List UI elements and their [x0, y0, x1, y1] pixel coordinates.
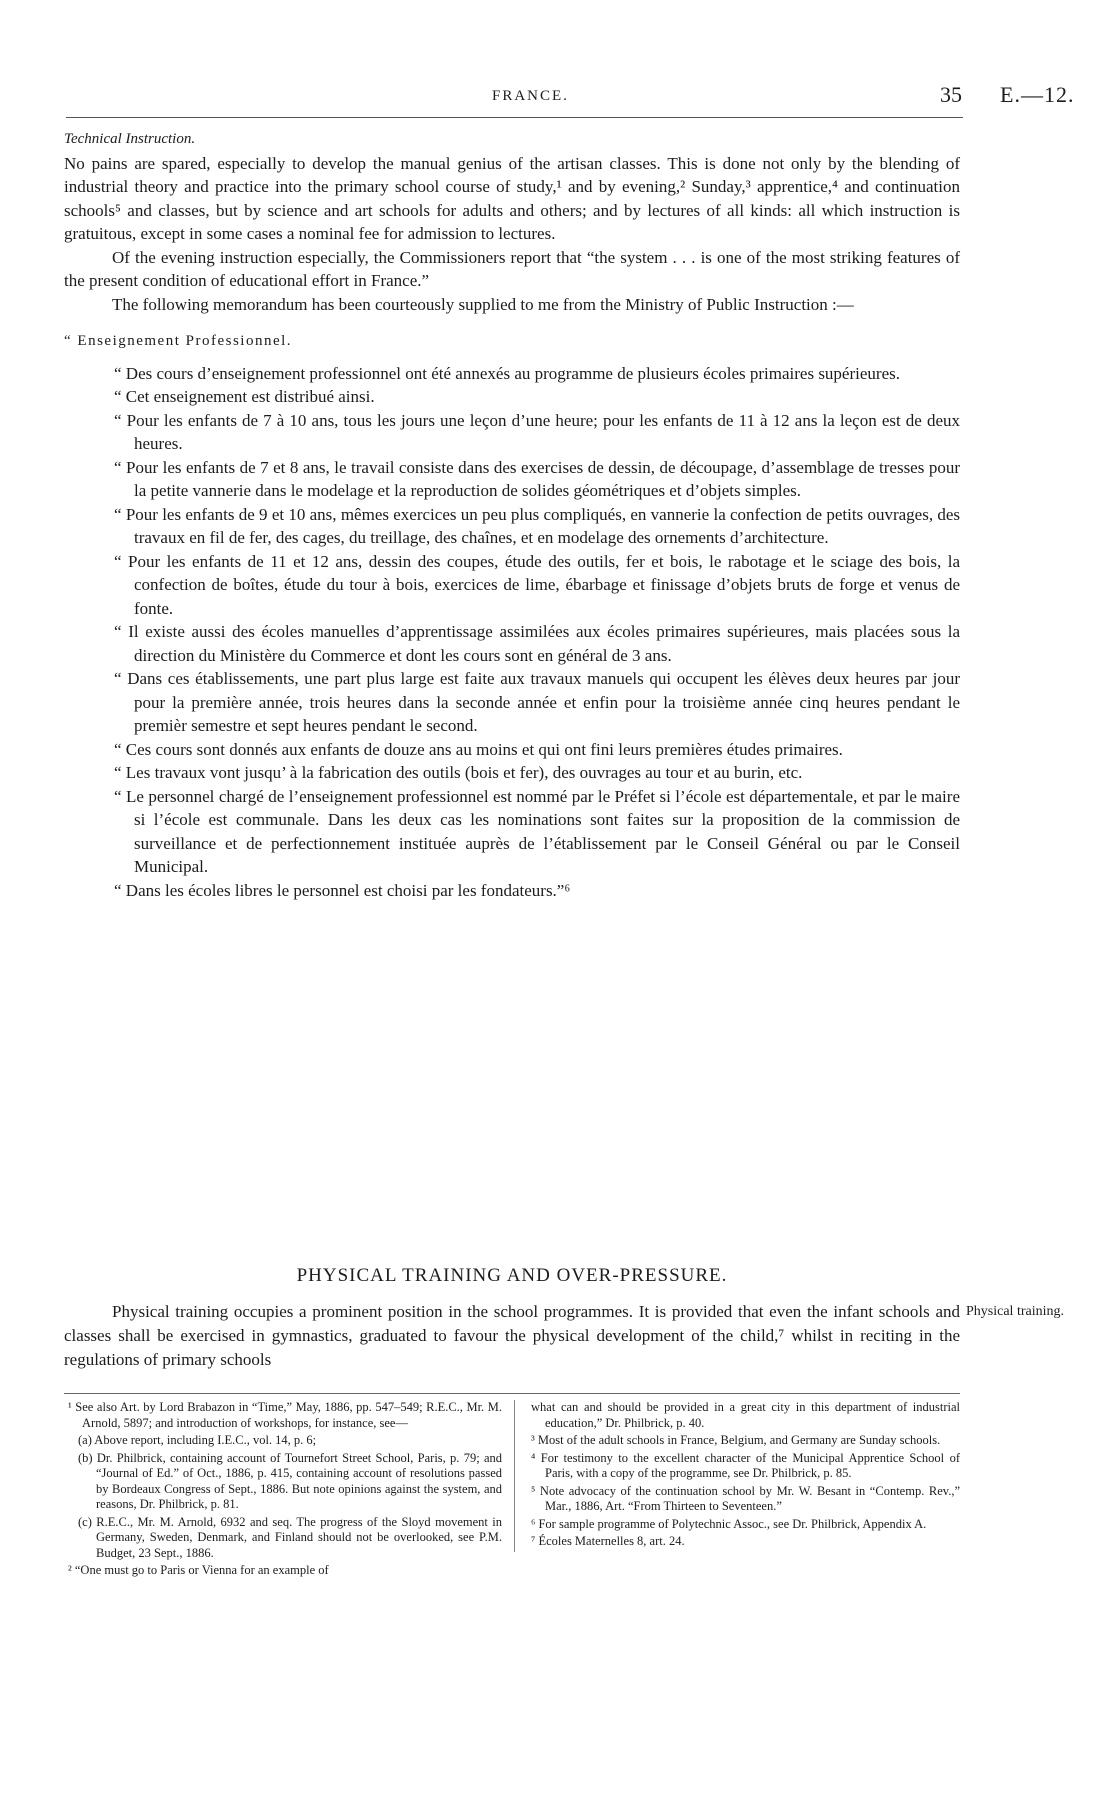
- footnote: ¹ See also Art. by Lord Brabazon in “Time,” May, 1886, pp. 547–549; R.E.C., Mr. M. Arnold, 5897; and introduction of workshops, for instance, see—: [68, 1400, 502, 1430]
- memo-paragraph: “ Pour les enfants de 7 et 8 ans, le travail consiste dans des exercises de dessin, de découpage, d’assemblage de tresses pour la petite vannerie dans le modelage et la reproduction de solides géométriques et d’objets simples.: [114, 457, 960, 500]
- page-header: [62, 82, 1082, 112]
- physical-training-text: [64, 1300, 960, 1372]
- memo-paragraph: “ Des cours d’enseignement professionnel ont été annexés au programme de plusieurs écoles primaires supérieures.: [114, 363, 900, 383]
- memo-title: “ Enseignement Professionnel.: [64, 333, 293, 349]
- margin-note: Physical training.: [966, 1304, 1064, 1319]
- footnotes-right-column: [514, 1400, 960, 1552]
- paragraph: Physical training occupies a prominent position in the school programmes. It is provided that even the infant schools and classes shall be exercised in gymnastics, graduated to favour the physical development of the child,⁷ whilst in reciting in the regulations of primary schools: [64, 1302, 960, 1369]
- footnote: ⁶ For sample programme of Polytechnic Assoc., see Dr. Philbrick, Appendix A.: [531, 1516, 927, 1531]
- footnote: ⁴ For testimony to the excellent character of the Municipal Apprentice School of Paris, with a copy of the programme, see Dr. Philbrick, p. 85.: [531, 1450, 960, 1480]
- memo-paragraph: “ Pour les enfants de 9 et 10 ans, mêmes exercices un peu plus compliqués, en vannerie la confection de petits ouvrages, des travaux en fil de fer, des cages, du treillage, des chaînes, et en modelage des ornements d’architecture.: [114, 504, 960, 547]
- footnote-continuation: what can and should be provided in a great city in this department of industrial education,” Dr. Philbrick, p. 40.: [531, 1400, 960, 1430]
- memo-paragraph: “ Ces cours sont donnés aux enfants de douze ans au moins et qui ont fini leurs premières études primaires.: [114, 739, 843, 759]
- memo-paragraph: “ Dans ces établissements, une part plus large est faite aux travaux manuels qui occupent les élèves deux heures par jour pour la première année, trois heures dans la seconde année et enfin pour la troisième année cinq heures pendant le premièr semestre et sept heures pendant le second.: [114, 669, 960, 735]
- document-code: E.—12.: [1000, 82, 1075, 107]
- memo-paragraph: “ Pour les enfants de 11 et 12 ans, dessin des coupes, étude des outils, fer et bois, le rabotage et le sciage des bois, la confection de boîtes, étude du tour à bois, exercices de lime, ébarbage et finissage d’objets bruts de forge et venus de fonte.: [114, 551, 960, 618]
- main-text: [64, 128, 960, 902]
- footnote-subitem: (a) Above report, including I.E.C., vol. 14, p. 6;: [78, 1433, 317, 1447]
- footnote: ⁵ Note advocacy of the continuation school by Mr. W. Besant in “Contemp. Rev.,” Mar., 1886, Art. “From Thirteen to Seventeen.”: [531, 1483, 960, 1513]
- footnote-subitem: (b) Dr. Philbrick, containing account of Tournefort Street School, Paris, p. 79; and “Journal of Ed.” of Oct., 1886, p. 415, containing account of resolutions passed by Bordeaux Congress of Sept., 1886. But note opinions against the system, and reasons, Dr. Philbrick, p. 81.: [78, 1450, 502, 1511]
- page-number: 35: [940, 82, 962, 107]
- section-heading: PHYSICAL TRAINING AND OVER-PRESSURE.: [296, 1265, 728, 1286]
- footnote: ² “One must go to Paris or Vienna for an example of: [68, 1563, 329, 1577]
- paragraph: Of the evening instruction especially, the Commissioners report that “the system . . . is one of the most striking features of the present condition of educational effort in France.”: [64, 247, 960, 290]
- footnote: ⁷ Écoles Maternelles 8, art. 24.: [531, 1534, 685, 1548]
- memo-paragraph: “ Le personnel chargé de l’enseignement professionnel est nommé par le Préfet si l’école est départementale, et par le maire si l’école est communale. Dans les deux cas les nominations sont faites sur la proposition de la commission de surveillance et de perfectionnement instituée auprès de l’établissement par le Conseil Général ou par le Conseil Municipal.: [114, 786, 960, 876]
- paragraph: No pains are spared, especially to develop the manual genius of the artisan classes. This is done not only by the blending of industrial theory and practice into the primary school course of study,¹ and by evening,² Sunday,³ apprentice,⁴ and continuation schools⁵ and classes, but by science and art schools for adults and others; and by lectures of all kinds: all which instruction is gratuitous, except in some cases a nominal fee for admission to lectures.: [64, 153, 960, 243]
- memo-paragraph: “ Pour les enfants de 7 à 10 ans, tous les jours une leçon d’une heure; pour les enfants de 11 à 12 ans la leçon est de deux heures.: [114, 410, 960, 453]
- side-heading: Technical Instruction.: [64, 131, 196, 147]
- memo-paragraph: “ Il existe aussi des écoles manuelles d’apprentissage assimilées aux écoles primaires supérieures, mais placées sous la direction du Ministère du Commerce et dont les cours sont en général de 3 ans.: [114, 622, 960, 665]
- footnote-rule: [64, 1393, 960, 1394]
- footnote-subitem: (c) R.E.C., Mr. M. Arnold, 6932 and seq. The progress of the Sloyd movement in Germany, Sweden, Denmark, and Finland should not be overlooked, see P.M. Budget, 23 Sept., 1886.: [78, 1514, 502, 1560]
- paragraph: The following memorandum has been courteously supplied to me from the Ministry of Public Instruction :—: [112, 294, 854, 314]
- footnotes-left-column: [64, 1400, 502, 1581]
- memo-paragraph: “ Dans les écoles libres le personnel est choisi par les fondateurs.”⁶: [114, 880, 571, 900]
- running-title: FRANCE.: [492, 88, 569, 104]
- footnote: ³ Most of the adult schools in France, Belgium, and Germany are Sunday schools.: [531, 1433, 941, 1447]
- memo-paragraph: “ Les travaux vont jusqu’ à la fabrication des outils (bois et fer), des ouvrages au tour et au burin, etc.: [114, 763, 803, 782]
- header-rule: [66, 117, 963, 118]
- memo-paragraph: “ Cet enseignement est distribué ainsi.: [114, 387, 375, 406]
